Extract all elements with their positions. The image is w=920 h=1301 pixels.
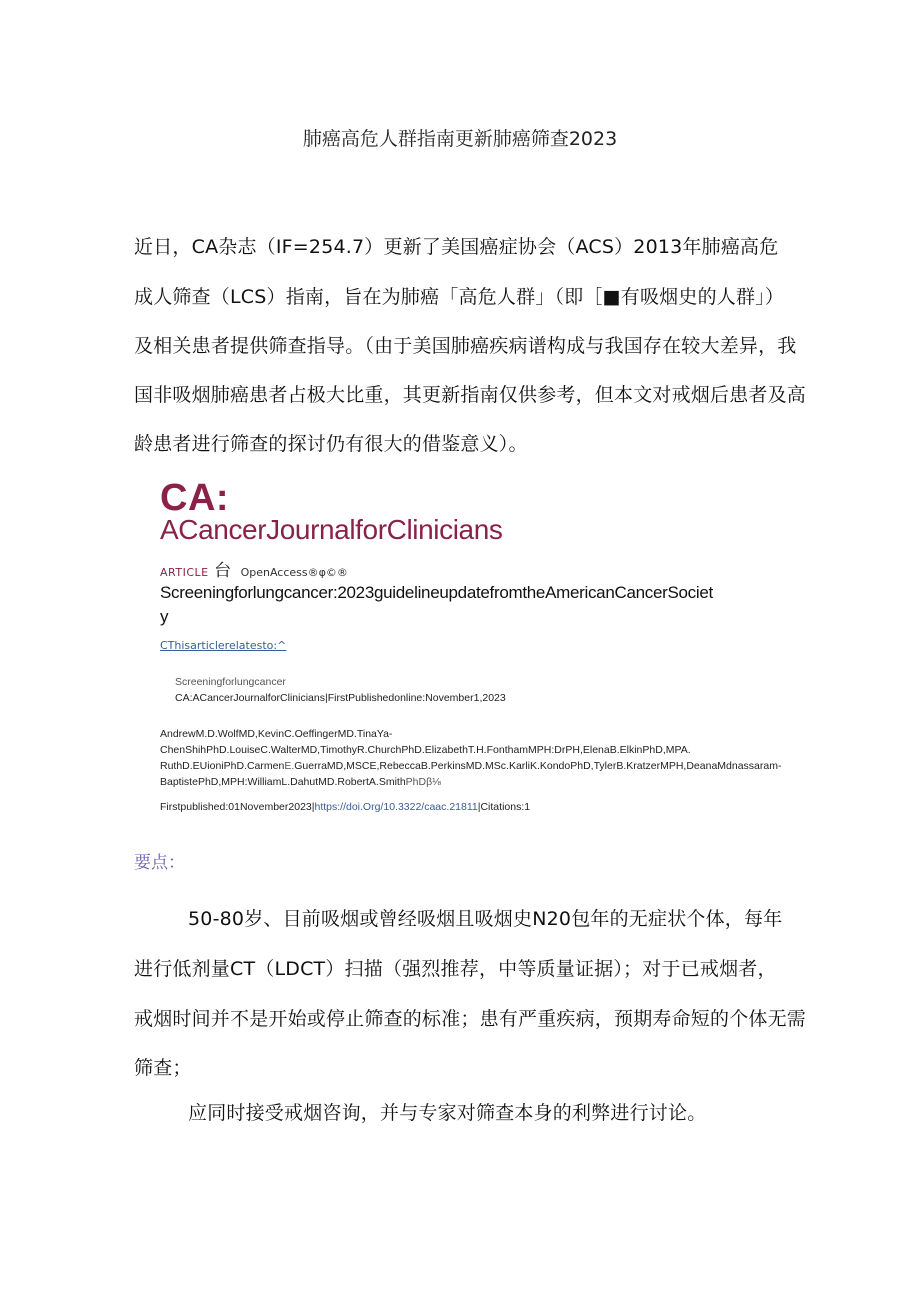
first-published: Firstpublished:01November2023| <box>160 801 315 813</box>
paper-title-line-1: Screeningforlungcancer:2023guidelineupdatefromtheAmericanCancerSociet <box>160 583 713 602</box>
document-title: 肺癌高危人群指南更新肺癌筛查2023 <box>302 128 618 150</box>
authors-line-1: AndrewM.D.WolfMD,KevinC.OeffingerMD.TinaYa- <box>160 728 393 740</box>
key-point-line-1: 50-80岁、目前吸烟或曾经吸烟且吸烟史N20包年的无症状个体，每年 <box>188 908 783 930</box>
key-point-line-3: 戒烟时间并不是开始或停止筛查的标准；患有严重疾病，预期寿命短的个体无需 <box>134 1008 807 1030</box>
citations-count[interactable]: |Citations:1 <box>477 801 531 813</box>
key-point-line-4: 筛查； <box>134 1057 192 1079</box>
key-points-heading: 要点： <box>134 853 185 873</box>
authors-line-2: ChenShihPhD.LouiseC.WalterMD,TimothyR.ChurchPhD.ElizabethT.H.FonthamMPH:DrPH,ElenaB.ElkinPhD,MPA. <box>160 744 691 756</box>
intro-line-3: 及相关患者提供筛查指导。（由于美国肺癌疾病谱构成与我国存在较大差异，我 <box>134 335 797 357</box>
authors-line-3-initial: E. <box>284 760 295 772</box>
article-type-icon: 台 <box>214 561 232 581</box>
publication-info <box>160 801 530 813</box>
authors-line-4-start: BaptistePhD,MPH:WilliamL.DahutMD.RobertA.Smith <box>160 776 406 788</box>
paper-title-line-2: y <box>160 607 169 626</box>
article-label: ARTICLE <box>160 566 209 579</box>
related-article-source: CA:ACancerJournalforClinicians|FirstPublishedonline:November1,2023 <box>175 692 506 704</box>
related-article-link[interactable]: CThisarticlerelatesto:^ <box>160 639 287 652</box>
intro-line-5: 龄患者进行筛查的探讨仍有很大的借鉴意义）。 <box>134 433 528 455</box>
key-point-line-2: 进行低剂量CT（LDCT）扫描（强烈推荐，中等质量证据）；对于已戒烟者， <box>134 958 777 980</box>
intro-line-1: 近日，CA杂志（IF=254.7）更新了美国癌症协会（ACS）2013年肺癌高危 <box>134 236 779 258</box>
closing-line: 应同时接受戒烟咨询，并与专家对筛查本身的利弊进行讨论。 <box>188 1102 707 1124</box>
intro-line-2: 成人筛查（LCS）指南，旨在为肺癌「高危人群」（即［■有吸烟史的人群」） <box>134 286 785 308</box>
authors-line-3-end: GuerraMD,MSCE,RebeccaB.PerkinsMD.MSc.KarliK.KondoPhD,TylerB.KratzerMPH,DeanaMdnassaram- <box>294 760 782 772</box>
journal-name: ACancerJournalforClinicians <box>160 514 503 545</box>
doi-link[interactable]: https://doi.Org/10.3322/caac.21811 <box>314 801 478 813</box>
open-access-label[interactable]: OpenAccess®φ©® <box>240 566 348 579</box>
authors-line-3 <box>160 760 781 772</box>
journal-logo: CA: <box>160 477 230 519</box>
authors-line-3-start: RuthD.EUioniPhD.Carmen <box>160 760 285 772</box>
authors-line-4 <box>160 776 441 788</box>
intro-line-4: 国非吸烟肺癌患者占极大比重，其更新指南仅供参考，但本文对戒烟后患者及高 <box>134 384 807 406</box>
authors-line-4-degree: PhDβ⅛ <box>405 776 441 788</box>
related-article-title[interactable]: Screeningforlungcancer <box>175 676 286 688</box>
article-meta <box>160 556 348 581</box>
